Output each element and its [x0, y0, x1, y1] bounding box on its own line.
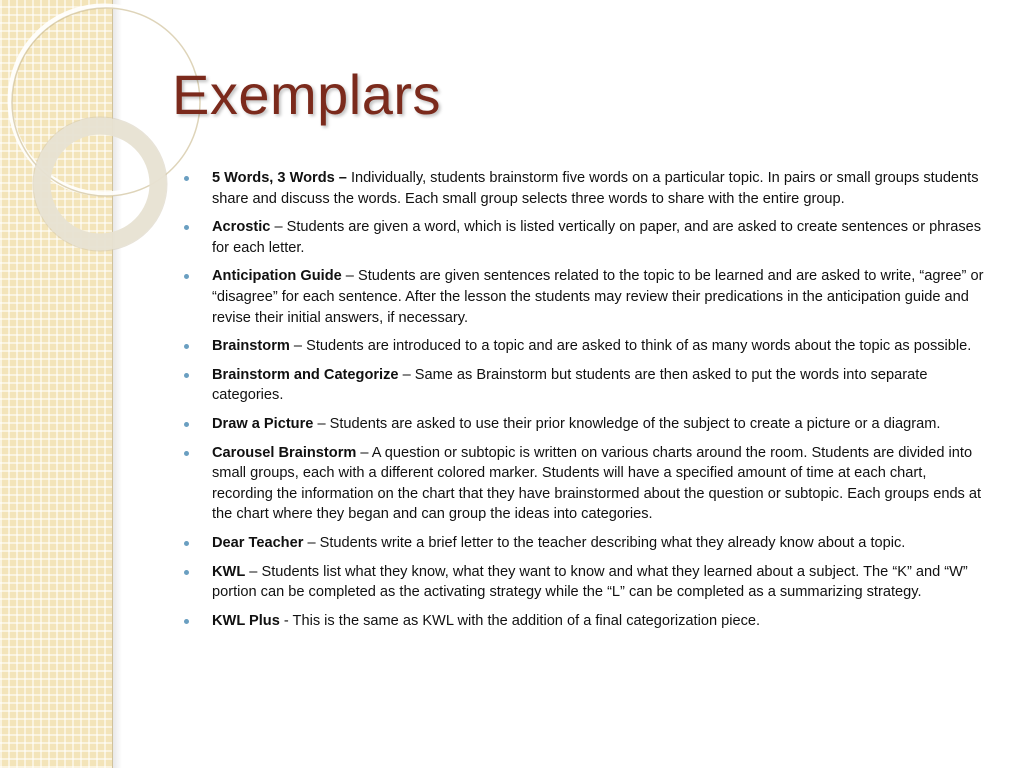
bullet-icon	[184, 570, 189, 575]
slide-title: Exemplars	[172, 63, 442, 126]
list-item	[184, 414, 990, 435]
bullet-icon	[184, 373, 189, 378]
item-term: Acrostic	[212, 219, 271, 236]
list-item	[184, 365, 990, 406]
item-description: Individually, students brainstorm five words on a particular topic. In pairs or small groups students share and discuss the words. Each small group selects three words to share with the entire group.	[212, 170, 979, 207]
item-term: Brainstorm and Categorize	[212, 366, 399, 383]
item-description: – Students list what they know, what they want to know and what they learned about a subject. The “K” and “W” portion can be completed as the activating strategy while the “L” can be completed as a summarizing strategy.	[212, 563, 968, 601]
item-term: Carousel Brainstorm	[212, 444, 357, 461]
list-item	[184, 562, 990, 603]
bullet-icon	[184, 422, 189, 427]
bullet-icon	[184, 274, 189, 279]
item-description: – Students are given sentences related to the topic to be learned and are asked to write, “agree” or “disagree” for each sentence. After the lesson the students may review their predications in the anticipation guide and revise their initial answers, if necessary.	[212, 268, 984, 326]
list-item	[184, 611, 990, 632]
item-description: – A question or subtopic is written on various charts around the room. Students are divided into small groups, each with a different colored marker. Students will have a specified amount of time at each chart, recording the information on the chart that they have brainstormed about the question or subtopic. Each groups ends at the chart where they began and can group the ideas into categories.	[212, 444, 982, 523]
bullet-icon	[184, 225, 189, 230]
list-item	[184, 533, 990, 554]
item-term: 5 Words, 3 Words –	[212, 170, 347, 186]
bullet-icon	[184, 619, 189, 624]
item-description: – Students are introduced to a topic and are asked to think of as many words about the topic as possible.	[289, 338, 972, 355]
list-item	[184, 336, 990, 357]
item-term: KWL	[212, 563, 246, 580]
item-term: KWL Plus	[212, 612, 280, 629]
bullet-icon	[184, 451, 189, 456]
item-description: – Students are given a word, which is listed vertically on paper, and are asked to create sentences or phrases for each letter.	[212, 219, 982, 256]
bullet-icon	[184, 541, 189, 546]
list-item	[184, 217, 990, 258]
item-description: – Students are asked to use their prior knowledge of the subject to create a picture or a diagram.	[313, 415, 941, 432]
item-description: - This is the same as KWL with the addition of a final categorization piece.	[279, 612, 761, 629]
item-description: – Students write a brief letter to the teacher describing what they already know about a topic.	[303, 534, 906, 551]
bullet-icon	[184, 344, 189, 349]
list-item	[184, 443, 990, 525]
list-item	[184, 168, 990, 209]
item-term: Dear Teacher	[212, 534, 304, 551]
item-description: – Same as Brainstorm but students are then asked to put the words into separate categories.	[212, 366, 928, 404]
item-term: Anticipation Guide	[212, 268, 342, 285]
decorative-circles	[0, 0, 200, 300]
exemplar-list	[184, 168, 990, 639]
list-item	[184, 266, 990, 328]
item-term: Draw a Picture	[212, 415, 314, 432]
item-term: Brainstorm	[212, 338, 290, 355]
bullet-icon	[184, 176, 189, 181]
